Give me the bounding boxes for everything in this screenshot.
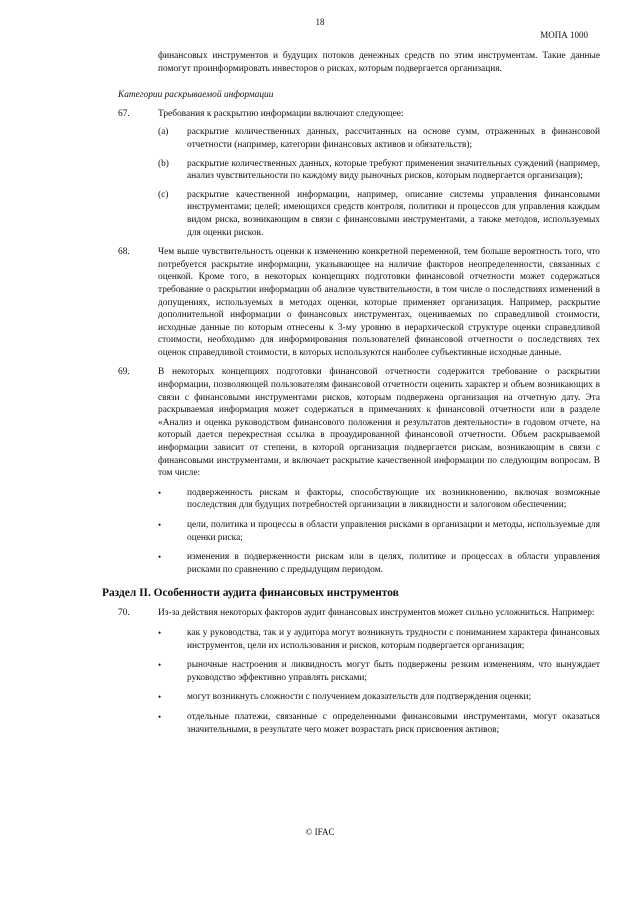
- bullet-item: [158, 691, 600, 704]
- paragraph-68: [118, 246, 600, 359]
- paragraph-text: Из-за действия некоторых факторов аудит финансовых инструментов может сильно усложниться. Например:: [158, 608, 595, 619]
- list-item-text: раскрытие количественных данных, рассчитанных на основе сумм, отраженных в финансовой отчетности (например, категории финансовых активов и обязательств);: [187, 127, 600, 150]
- bullet-text: подверженность рискам и факторы, способствующие их возникновению, включая возможные последствия для будущих потребностей организации в ликвидности и залоговом обеспечении;: [187, 487, 600, 511]
- bullet-item: [158, 519, 600, 544]
- bullet-text: изменения в подверженности рискам или в целях, политике и процессах в области управления рисками по сравнению с предыдущим периодом.: [187, 552, 600, 575]
- bullet-item: [158, 551, 600, 576]
- paragraph-text: Чем выше чувствительность оценки к изменению конкретной переменной, тем больше вероятность того, что потребуется раскрытие информации, указывающее на наличие факторов неопределенности, связанных с оценкой. Кроме того, в некоторых концепциях подготовки финансовой отчетности может содержаться требование о раскрытии информации об анализе чувствительности, в том числе о последствиях изменений в допущениях, используемых в методах оценки, которые применяет организация. Например, раскрытие дополнительной информации о финансовых инструментах, оцениваемых по справедливой стоимости, исходные данные по которым отнесены к 3-му уровню в иерархической структуре оценки справедливой стоимости, необходимо для информирования пользователей финансовой отчетности о последствиях тех оценок справедливой стоимости, в которых используются наиболее субъективные исходные данные.: [158, 247, 600, 358]
- paragraph-number: 70.: [118, 608, 130, 619]
- paragraph-text: В некоторых концепциях подготовки финансовой отчетности содержится требование о раскрытии информации, позволяющей пользователям финансовой отчетности оценить характер и объем возникающих в связи с финансовыми инструментами рисков, которым подвержена организация на отчетную дату. Эта раскрываемая информация может содержаться в примечаниях к финансовой отчетности или в разделе «Анализ и оценка руководством финансового положения и результатов деятельности» в годовом отчете, на который дается перекрестная ссылка в проаудированной финансовой отчетности. Объем раскрываемой информации зависит от степени, в которой организация подвергается рискам, возникающим в связи с финансовыми инструментами, и включает раскрытие качественной информации по следующим вопросам. В том числе:: [158, 367, 600, 479]
- paragraph-number: 69.: [118, 367, 130, 378]
- paragraph-70: [118, 607, 600, 736]
- bullet-text: рыночные настроения и ликвидность могут быть подвержены резким изменениям, что вынуждает руководство эффективно управлять рисками;: [187, 660, 600, 683]
- list-item-text: раскрытие количественных данных, которые требуют применения значительных суждений (например, анализ чувствительности по каждому виду рыночных рисков, которым подвергается организация);: [187, 158, 600, 182]
- bullet-item: [158, 487, 600, 512]
- bullet-text: как у руководства, так и у аудитора могут возникнуть трудности с пониманием характера финансовых инструментов, цели их использования и рисков, которым подвергается организация;: [187, 627, 600, 651]
- list-item-label: (a): [158, 127, 169, 138]
- bullet-item: [158, 659, 600, 684]
- bullet-icon: •: [158, 660, 162, 671]
- page-number: 18: [315, 17, 325, 27]
- document-reference: МОПА 1000: [540, 30, 588, 40]
- list-item-label: (c): [158, 189, 169, 200]
- paragraph-number: 67.: [118, 108, 130, 119]
- list-item: [158, 126, 600, 151]
- bullet-icon: •: [158, 692, 162, 703]
- list-item: [158, 189, 600, 239]
- bullet-item: [158, 711, 600, 736]
- category-heading: Категории раскрываемой информации: [118, 90, 274, 101]
- bullet-item: [158, 627, 600, 652]
- continuation-paragraph: финансовых инструментов и будущих потоков денежных средств по этим инструментам. Такие данные помогут проинформировать инвесторов о рисках, которым подвергается организация.: [158, 51, 600, 74]
- bullet-icon: •: [158, 627, 162, 638]
- bullet-icon: •: [158, 520, 162, 530]
- page-body: [102, 50, 600, 743]
- bullet-text: цели, политика и процессы в области управления рисками в организации и методы, используемые для оценки риска;: [187, 520, 600, 543]
- bullet-icon: •: [158, 552, 162, 563]
- bullet-icon: •: [158, 711, 162, 722]
- list-item: [158, 158, 600, 183]
- paragraph-69: [118, 366, 600, 576]
- paragraph-67: [118, 108, 600, 239]
- list-item-text: раскрытие качественной информации, например, описание системы управления финансовыми инструментами; целей; имеющихся средств контроля, политики и процессов для управления каждым видом риска, возникающим в связи с финансовыми инструментами, а также методов, используемых для оценки рисков.: [187, 189, 600, 238]
- bullet-text: могут возникнуть сложности с получением доказательств для подтверждения оценки;: [187, 692, 532, 703]
- paragraph-body: [158, 607, 600, 736]
- bullet-text: отдельные платежи, связанные с определенными финансовыми инструментами, могут оказаться значительными, в результате чего может возрастать риск присвоения активов;: [187, 711, 600, 735]
- paragraph-text: Требования к раскрытию информации включают следующее:: [158, 108, 404, 119]
- section-heading: Раздел II. Особенности аудита финансовых инструментов: [102, 587, 399, 600]
- paragraph-body: [158, 108, 600, 239]
- paragraph-body: [158, 366, 600, 576]
- list-item-label: (b): [158, 158, 169, 169]
- page-footer: © IFAC: [305, 827, 335, 837]
- bullet-icon: •: [158, 487, 162, 498]
- paragraph-number: 68.: [118, 247, 130, 258]
